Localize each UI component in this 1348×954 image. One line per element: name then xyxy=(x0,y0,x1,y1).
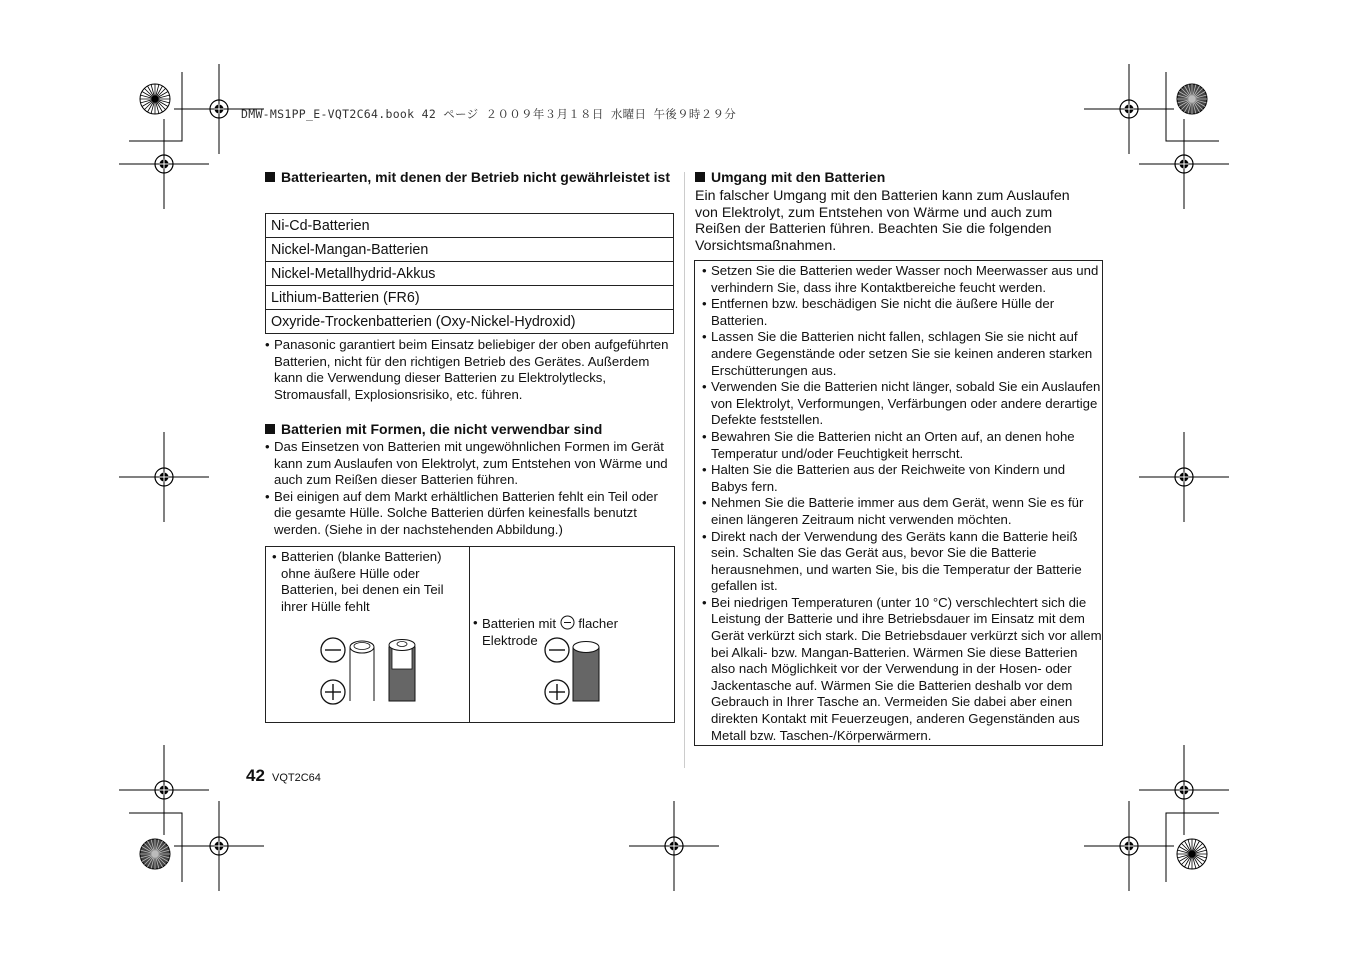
table-row xyxy=(266,310,674,334)
table-cell: Oxyride-Trockenbatterien (Oxy-Nickel-Hydroxid) xyxy=(266,310,674,334)
list-item: • Nehmen Sie die Batterie immer aus dem Gerät, wenn Sie es für einen längeren Zeitraum nicht verwenden möchten. xyxy=(702,495,1102,528)
table-row xyxy=(266,238,674,262)
section-title-unsupported-batteries xyxy=(265,168,677,187)
shapes-bullet-list xyxy=(265,439,675,539)
square-bullet-icon xyxy=(265,172,275,182)
section-title-text: Umgang mit den Batterien xyxy=(711,169,886,185)
table-cell: Nickel-Mangan-Batterien xyxy=(266,238,674,262)
bare-batteries-illustration xyxy=(316,633,426,705)
section-title-text: Batterien mit Formen, die nicht verwendbar sind xyxy=(281,421,603,437)
panasonic-note xyxy=(265,337,674,403)
square-bullet-icon xyxy=(265,424,275,434)
minus-circle-icon xyxy=(560,615,575,630)
precautions-box xyxy=(694,260,1103,746)
section-title-text: Batteriearten, mit denen der Betrieb nicht gewährleistet ist xyxy=(281,169,670,185)
list-item: • Das Einsetzen von Batterien mit ungewöhnlichen Formen im Gerät kann zum Auslaufen von Elektrolyt, zum Entstehen von Wärme und auch zum Reißen dieser Batterien führen. xyxy=(265,439,675,489)
list-item: • Bei einigen auf dem Markt erhältlichen Batterien fehlt ein Teil oder die gesamte Hülle. Solche Batterien dürfen keinesfalls benutzt werden. (Siehe in der nachstehenden Abbildung.) xyxy=(265,489,675,539)
handling-intro: Ein falscher Umgang mit den Batterien kann zum Auslaufen von Elektrolyt, zum Entstehen von Wärme und auch zum Reißen der Batterien führen. Beachten Sie die folgenden Vorsichtsmaßnahmen. xyxy=(695,188,1070,254)
page-number: 42 xyxy=(246,766,265,785)
list-item: • Bei niedrigen Temperaturen (unter 10 °C) verschlechtert sich die Leistung der Batterie und ihre Betriebsdauer im Einsatz mit dem Gerät verkürzt sich stark. Die Betriebsdauer verkürzt sich vor allem bei Alkali- bzw. Mangan-Batterien. Wärmen Sie diese Batterien also nach Möglichkeit vor der Verwendung in der Hosen- oder Jackentasche auf. Wärmen Sie die Batterien deshalb vor dem Gebrauch in Ihrer Tasche an. Vermeiden Sie dabei aber einen direkten Kontakt mit Feuerzeugen, anderen Gegenständen aus Metall bzw. Taschen-/Körperwärmern. xyxy=(702,595,1102,744)
table-row xyxy=(266,214,674,238)
column-divider xyxy=(684,172,685,768)
list-item: • Verwenden Sie die Batterien nicht länger, sobald Sie ein Auslaufen von Elektrolyt, Verformungen, Verfärbungen oder andere derartige Defekte feststellen. xyxy=(702,379,1102,429)
square-bullet-icon xyxy=(695,172,705,182)
list-item: • Bewahren Sie die Batterien nicht an Orten auf, an denen hohe Temperatur und/oder Feuchtigkeit herrscht. xyxy=(702,429,1102,462)
battery-figure-box xyxy=(265,546,675,723)
book-header-line: DMW-MS1PP_E-VQT2C64.book 42 ページ ２００９年３月１８日 水曜日 午後９時２９分 xyxy=(241,107,737,121)
battery-types-table xyxy=(265,213,674,334)
caption-text: Batterien (blanke Batterien) ohne äußere Hülle oder Batterien, bei denen ein Teil ihrer Hülle fehlt xyxy=(281,549,444,614)
list-item: • Setzen Sie die Batterien weder Wasser noch Meerwasser aus und verhindern Sie, dass ihre Kontaktbereiche feucht werden. xyxy=(702,263,1102,296)
caption-text-a: Batterien mit xyxy=(482,616,557,632)
table-row xyxy=(266,262,674,286)
figure-left-caption xyxy=(272,549,471,615)
list-item: • Halten Sie die Batterien aus der Reichweite von Kindern und Babys fern. xyxy=(702,462,1102,495)
document-code: VQT2C64 xyxy=(272,772,321,784)
flat-electrode-battery-illustration xyxy=(540,633,610,705)
list-item: • Lassen Sie die Batterien nicht fallen, schlagen Sie sie nicht auf andere Gegenstände oder setzen Sie sie keinen anderen starken Erschütterungen aus. xyxy=(702,329,1102,379)
list-item: • Entfernen bzw. beschädigen Sie nicht die äußere Hülle der Batterien. xyxy=(702,296,1102,329)
note-text: Panasonic garantiert beim Einsatz beliebiger der oben aufgeführten Batterien, nicht für den richtigen Betrieb des Gerätes. Außerdem kann die Verwendung dieser Batterien zu Elektrolytlecks, Stromausfall, Explosionsrisiko, etc. führen. xyxy=(274,337,669,402)
section-title-battery-handling xyxy=(695,168,1105,187)
section-title-unusable-shapes xyxy=(265,420,677,439)
table-cell: Lithium-Batterien (FR6) xyxy=(266,286,674,310)
table-row xyxy=(266,286,674,310)
table-cell: Ni-Cd-Batterien xyxy=(266,214,674,238)
table-cell: Nickel-Metallhydrid-Akkus xyxy=(266,262,674,286)
caption-text-b: flacher Elektrode xyxy=(482,616,618,648)
list-item: • Direkt nach der Verwendung des Geräts kann die Batterie heiß sein. Schalten Sie das Gerät aus, bevor Sie die Batterie herausnehmen, und warten Sie, bis die Temperatur der Batterie gefallen ist. xyxy=(702,529,1102,595)
